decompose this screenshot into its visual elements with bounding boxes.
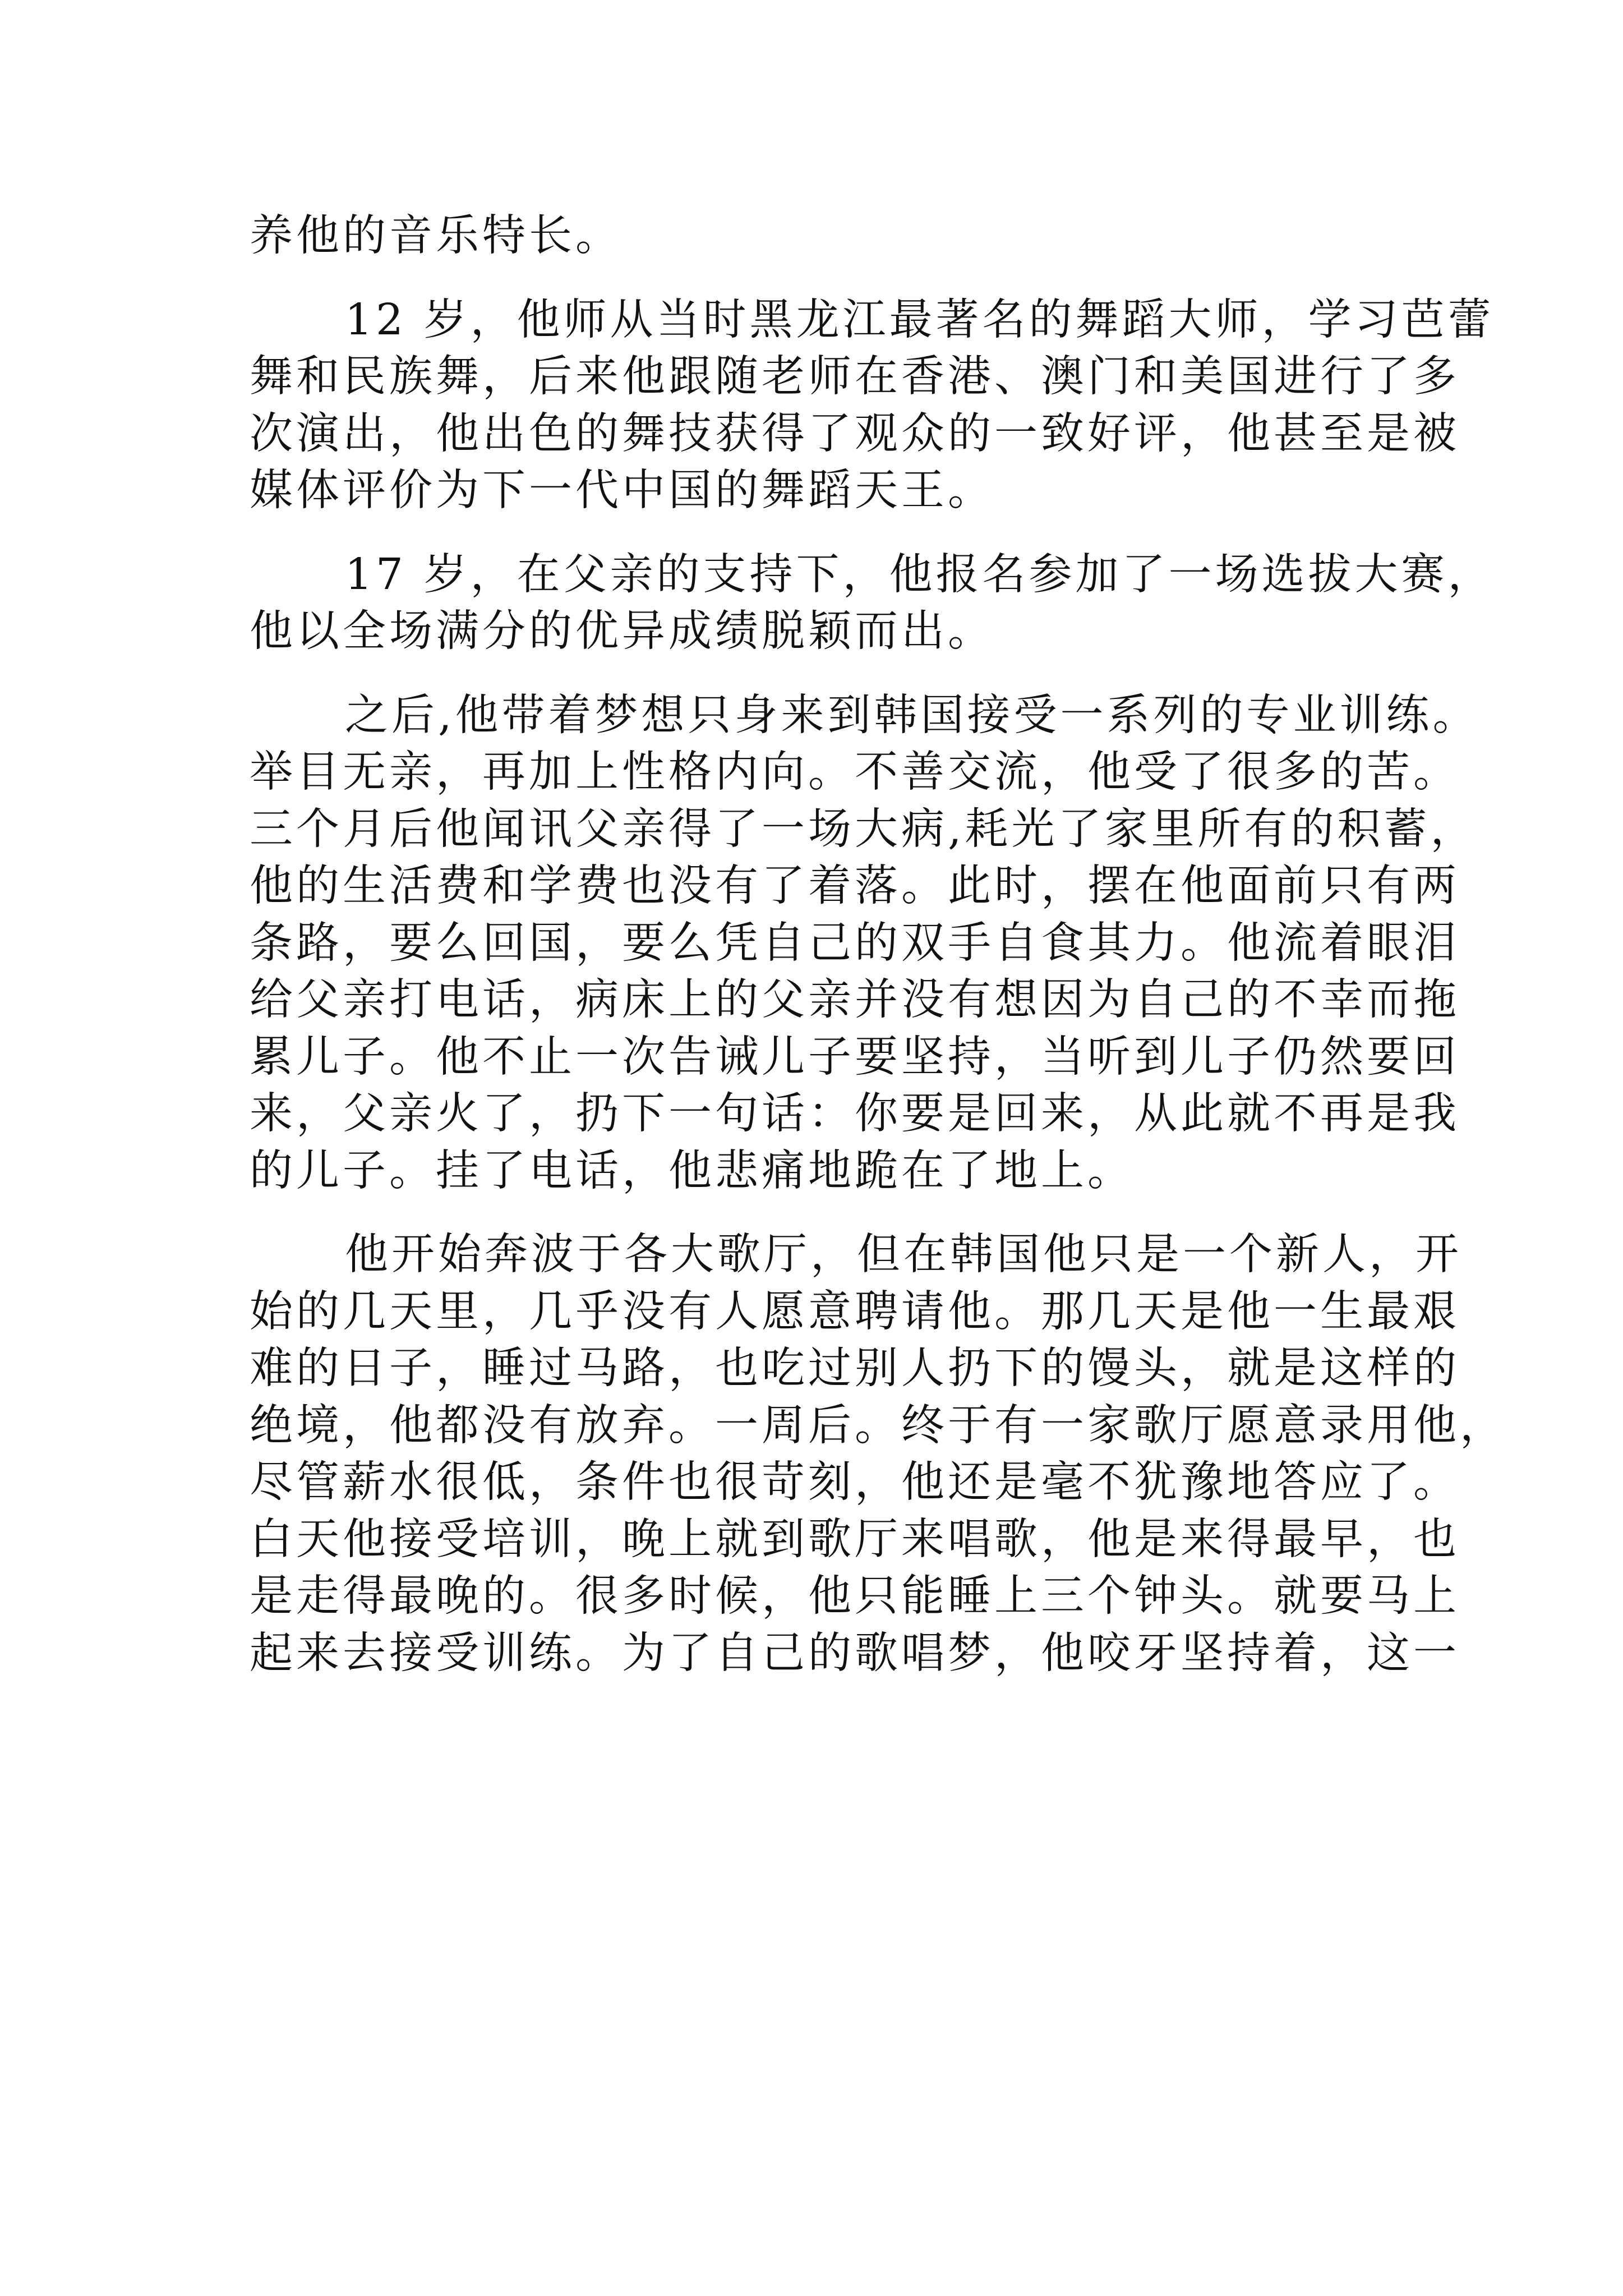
text-line: 他以全场满分的优异成绩脱颖而出。 (250, 606, 994, 656)
text-line: 他开始奔波于各大歌厅，但在韩国他只是一个新人，开 (345, 1230, 1462, 1280)
text-line: 养他的音乐特长。 (250, 211, 622, 261)
text-line: 次演出，他出色的舞技获得了观众的一致好评，他甚至是被 (250, 408, 1460, 459)
text-line: 尽管薪水很低，条件也很苛刻，他还是毫不犹豫地答应了。 (250, 1457, 1460, 1507)
text-line: 的儿子。挂了电话，他悲痛地跪在了地上。 (250, 1145, 1134, 1196)
text-line: 媒体评价为下一代中国的舞蹈天王。 (250, 466, 994, 516)
text-line: 三个月后他闻讯父亲得了一场大病,耗光了家里所有的积蓄， (250, 804, 1477, 854)
text-line: 累儿子。他不止一次告诫儿子要坚持，当听到儿子仍然要回 (250, 1032, 1460, 1082)
text-line: 舞和民族舞，后来他跟随老师在香港、澳门和美国进行了多 (250, 352, 1460, 402)
text-line: 他的生活费和学费也没有了着落。此时，摆在他面前只有两 (250, 861, 1460, 911)
text-line: 难的日子，睡过马路，也吃过别人扔下的馒头，就是这样的 (250, 1343, 1460, 1393)
text-line: 给父亲打电话，病床上的父亲并没有想因为自己的不幸而拖 (250, 975, 1460, 1025)
text-line: 举目无亲，再加上性格内向。不善交流，他受了很多的苦。 (250, 747, 1460, 797)
text-line: 之后,他带着梦想只身来到韩国接受一系列的专业训练。 (345, 690, 1479, 740)
text-line: 白天他接受培训，晚上就到歌厅来唱歌，他是来得最早，也 (250, 1514, 1460, 1565)
text-line: 来，父亲火了，扔下一句话：你要是回来，从此就不再是我 (250, 1089, 1460, 1139)
text-line: 始的几天里，几乎没有人愿意聘请他。那几天是他一生最艰 (250, 1286, 1460, 1337)
text-line: 条路，要么回国，要么凭自己的双手自食其力。他流着眼泪 (250, 918, 1460, 968)
text-line: 17 岁，在父亲的支持下，他报名参加了一场选拔大赛， (345, 549, 1495, 600)
text-line: 绝境，他都没有放弃。一周后。终于有一家歌厅愿意录用他， (250, 1400, 1506, 1451)
text-line: 12 岁，他师从当时黑龙江最著名的舞蹈大师，学习芭蕾 (345, 295, 1495, 345)
body-text (250, 208, 1506, 1682)
text-line: 起来去接受训练。为了自己的歌唱梦，他咬牙坚持着，这一 (250, 1628, 1460, 1678)
text-line: 是走得最晚的。很多时候，他只能睡上三个钟头。就要马上 (250, 1571, 1460, 1621)
